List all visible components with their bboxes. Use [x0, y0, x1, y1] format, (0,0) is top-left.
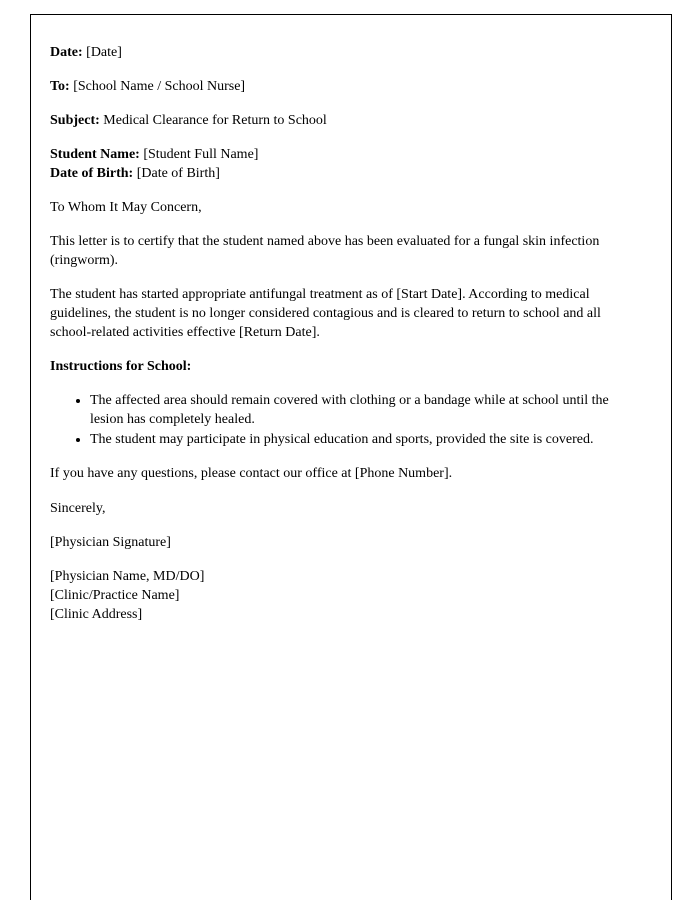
clinic-address: [Clinic Address]: [50, 606, 143, 622]
date-label: Date:: [50, 45, 83, 60]
subject-value: Medical Clearance for Return to School: [99, 113, 327, 129]
salutation: To Whom It May Concern,: [50, 200, 202, 216]
letter-container: [30, 14, 672, 900]
dob-label: Date of Birth:: [50, 166, 134, 182]
physician-name: [Physician Name, MD/DO]: [50, 568, 205, 584]
page: [0, 14, 700, 900]
instructions-list: [50, 391, 629, 449]
student-info-block: [50, 145, 629, 183]
student-name-line: [50, 145, 629, 164]
contact-line: If you have any questions, please contact our office at [Phone Number].: [50, 466, 453, 482]
physician-block: [50, 567, 629, 624]
dob-line: [50, 164, 629, 183]
instruction-item-sports: • The student may participate in physical education and sports, provided the site is covered.: [90, 430, 629, 449]
closing: Sincerely,: [50, 500, 106, 516]
subject-label: Subject:: [50, 113, 100, 129]
date-line: [50, 43, 629, 62]
instructions-heading-text: Instructions for School:: [50, 359, 192, 375]
paragraph-evaluation: This letter is to certify that the student named above has been evaluated for a fungal skin infection (ringworm).: [50, 234, 600, 269]
student-name-value: [Student Full Name]: [139, 147, 259, 163]
to-line: [50, 77, 629, 96]
instruction-item-covered: • The affected area should remain covered with clothing or a bandage while at school until the lesion has completely healed.: [90, 391, 629, 429]
dob-value: [Date of Birth]: [133, 166, 220, 182]
clinic-name: [Clinic/Practice Name]: [50, 587, 180, 603]
subject-line: [50, 111, 629, 130]
signature-placeholder: [Physician Signature]: [50, 534, 171, 550]
student-name-label: Student Name:: [50, 147, 140, 163]
to-label: To:: [50, 79, 70, 95]
to-value: [School Name / School Nurse]: [69, 79, 246, 95]
paragraph-treatment: The student has started appropriate antifungal treatment as of [Start Date]. According to medical guidelines, the student is no longer considered contagious and is cleared to return to school and all school-related activities effective [Return Date].: [50, 287, 601, 341]
instructions-heading: [50, 357, 629, 376]
date-value: [Date]: [82, 45, 122, 60]
